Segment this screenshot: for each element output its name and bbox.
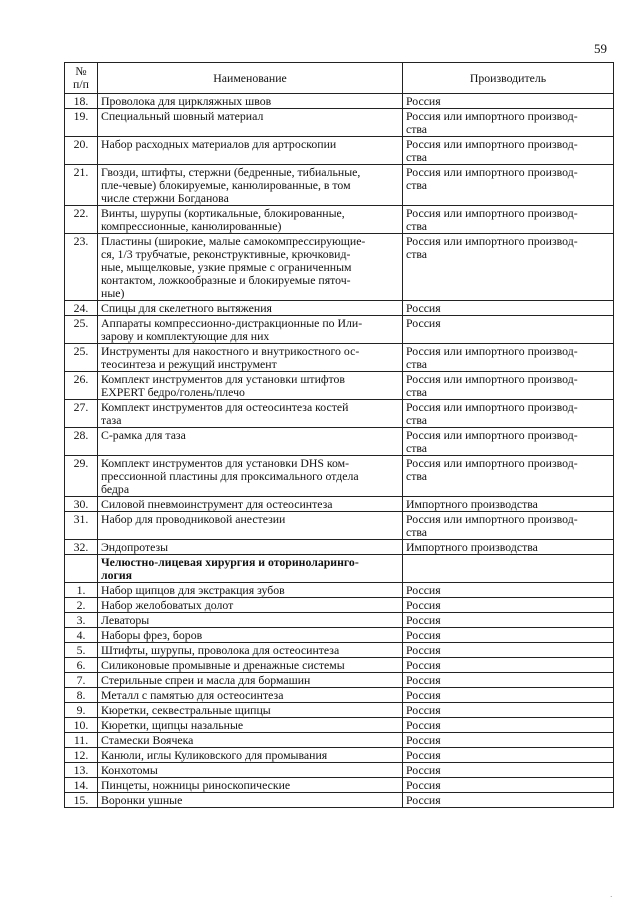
- table-row: [65, 456, 614, 497]
- table-row: [65, 583, 614, 598]
- table-row: [65, 316, 614, 344]
- cell-num: [65, 555, 98, 583]
- cell-producer: Россия или импортного производ- ства: [403, 165, 614, 206]
- cell-name: Пинцеты, ножницы риноскопические: [98, 778, 403, 793]
- cell-name: Воронки ушные: [98, 793, 403, 808]
- cell-name: Кюретки, секвестральные щипцы: [98, 703, 403, 718]
- table-row: [65, 234, 614, 301]
- cell-num: 18.: [65, 94, 98, 109]
- cell-num: 28.: [65, 428, 98, 456]
- header-name: Наименование: [98, 63, 403, 94]
- cell-num: 8.: [65, 688, 98, 703]
- cell-producer: Импортного производства: [403, 497, 614, 512]
- cell-num: 5.: [65, 643, 98, 658]
- cell-name: Комплект инструментов для установки штифтов EXPERT бедро/голень/плечо: [98, 372, 403, 400]
- cell-name: Пластины (широкие, малые самокомпрессирующие- ся, 1/3 трубчатые, реконструктивные, крючковид- ные, мыщелковые, узкие прямые с ограниченным контактом, ложкообразные и блокируемые пяточ- ные): [98, 234, 403, 301]
- cell-name: Специальный шовный материал: [98, 109, 403, 137]
- cell-name: Челюстно-лицевая хирургия и оториноларинго- логия: [98, 555, 403, 583]
- cell-num: 12.: [65, 748, 98, 763]
- table-row: [65, 344, 614, 372]
- cell-producer: Россия: [403, 301, 614, 316]
- table-row: [65, 540, 614, 555]
- cell-name: Инструменты для накостного и внутрикостного ос- теосинтеза и режущий инструмент: [98, 344, 403, 372]
- table-row: [65, 703, 614, 718]
- cell-num: 10.: [65, 718, 98, 733]
- cell-num: 23.: [65, 234, 98, 301]
- table-row: [65, 400, 614, 428]
- cell-producer: Россия: [403, 748, 614, 763]
- cell-num: 19.: [65, 109, 98, 137]
- cell-name: Винты, шурупы (кортикальные, блокированные, компрессионные, канюлированные): [98, 206, 403, 234]
- cell-name: Проволока для циркляжных швов: [98, 94, 403, 109]
- equipment-table: [64, 62, 614, 808]
- cell-producer: Россия или импортного производ- ства: [403, 400, 614, 428]
- cell-producer: Россия или импортного производ- ства: [403, 372, 614, 400]
- section-heading-row: [65, 555, 614, 583]
- table-row: [65, 793, 614, 808]
- table-row: [65, 733, 614, 748]
- cell-name: Спицы для скелетного вытяжения: [98, 301, 403, 316]
- cell-name: Конхотомы: [98, 763, 403, 778]
- cell-name: Комплект инструментов для остеосинтеза костей таза: [98, 400, 403, 428]
- table-row: [65, 748, 614, 763]
- table-row: [65, 718, 614, 733]
- cell-producer: Россия: [403, 583, 614, 598]
- cell-producer: Россия: [403, 673, 614, 688]
- table-row: [65, 428, 614, 456]
- table-row: [65, 109, 614, 137]
- table-row: [65, 613, 614, 628]
- cell-producer: Россия или импортного производ- ства: [403, 206, 614, 234]
- cell-producer: Россия: [403, 628, 614, 643]
- cell-num: 2.: [65, 598, 98, 613]
- cell-num: 9.: [65, 703, 98, 718]
- cell-producer: Россия: [403, 688, 614, 703]
- table-row: [65, 206, 614, 234]
- table-row: [65, 301, 614, 316]
- cell-producer: Россия: [403, 703, 614, 718]
- cell-num: 30.: [65, 497, 98, 512]
- table-row: [65, 778, 614, 793]
- table-row: [65, 165, 614, 206]
- cell-num: 13.: [65, 763, 98, 778]
- cell-name: Леваторы: [98, 613, 403, 628]
- table-header-row: [65, 63, 614, 94]
- cell-producer: Россия: [403, 613, 614, 628]
- table-row: [65, 643, 614, 658]
- table-row: [65, 598, 614, 613]
- cell-num: 14.: [65, 778, 98, 793]
- cell-producer: Россия или импортного производ- ства: [403, 109, 614, 137]
- header-producer: Производитель: [403, 63, 614, 94]
- header-num: № п/п: [65, 63, 98, 94]
- cell-num: 29.: [65, 456, 98, 497]
- table-row: [65, 137, 614, 165]
- cell-num: 27.: [65, 400, 98, 428]
- cell-name: Набор расходных материалов для артроскопии: [98, 137, 403, 165]
- cell-num: 3.: [65, 613, 98, 628]
- cell-num: 20.: [65, 137, 98, 165]
- table-row: [65, 512, 614, 540]
- table-row: [65, 763, 614, 778]
- cell-producer: Россия или импортного производ- ства: [403, 428, 614, 456]
- cell-name: Канюли, иглы Куликовского для промывания: [98, 748, 403, 763]
- cell-producer: Россия: [403, 763, 614, 778]
- cell-num: 7.: [65, 673, 98, 688]
- table-row: [65, 497, 614, 512]
- cell-producer: Россия: [403, 733, 614, 748]
- cell-producer: Импортного производства: [403, 540, 614, 555]
- cell-num: 11.: [65, 733, 98, 748]
- cell-producer: Россия или импортного производ- ства: [403, 344, 614, 372]
- cell-producer: [403, 555, 614, 583]
- cell-num: 4.: [65, 628, 98, 643]
- cell-name: Комплект инструментов для установки DHS ком- прессионной пластины для проксимального отдела бедра: [98, 456, 403, 497]
- cell-name: Набор желобоватых долот: [98, 598, 403, 613]
- cell-name: Силиконовые промывные и дренажные системы: [98, 658, 403, 673]
- cell-name: С-рамка для таза: [98, 428, 403, 456]
- cell-num: 24.: [65, 301, 98, 316]
- cell-num: 21.: [65, 165, 98, 206]
- cell-name: Гвозди, штифты, стержни (бедренные, тибиальные, пле-чевые) блокируемые, канюлированные, в том числе стержни Богданова: [98, 165, 403, 206]
- table-row: [65, 628, 614, 643]
- cell-name: Силовой пневмоинструмент для остеосинтеза: [98, 497, 403, 512]
- cell-name: Набор для проводниковой анестезии: [98, 512, 403, 540]
- cell-num: 31.: [65, 512, 98, 540]
- cell-producer: Россия или импортного производ- ства: [403, 137, 614, 165]
- cell-producer: Россия: [403, 598, 614, 613]
- cell-num: 1.: [65, 583, 98, 598]
- cell-name: Наборы фрез, боров: [98, 628, 403, 643]
- cell-name: Стерильные спреи и масла для бормашин: [98, 673, 403, 688]
- cell-num: 26.: [65, 372, 98, 400]
- cell-name: Набор щипцов для экстракция зубов: [98, 583, 403, 598]
- cell-name: Штифты, шурупы, проволока для остеосинтеза: [98, 643, 403, 658]
- cell-producer: Россия: [403, 778, 614, 793]
- table-row: [65, 673, 614, 688]
- cell-producer: Россия: [403, 793, 614, 808]
- cell-name: Кюретки, щипцы назальные: [98, 718, 403, 733]
- cell-name: Эндопротезы: [98, 540, 403, 555]
- table-row: [65, 372, 614, 400]
- cell-num: 6.: [65, 658, 98, 673]
- table-row: [65, 94, 614, 109]
- page-number: 59: [594, 41, 607, 56]
- cell-producer: Россия: [403, 316, 614, 344]
- cell-num: 32.: [65, 540, 98, 555]
- cell-producer: Россия или импортного производ- ства: [403, 234, 614, 301]
- cell-producer: Россия: [403, 643, 614, 658]
- cell-producer: Россия: [403, 94, 614, 109]
- cell-num: 15.: [65, 793, 98, 808]
- table-row: [65, 688, 614, 703]
- cell-producer: Россия или импортного производ- ства: [403, 456, 614, 497]
- scan-mark: ·: [610, 893, 613, 901]
- cell-num: 25.: [65, 344, 98, 372]
- cell-producer: Россия или импортного производ- ства: [403, 512, 614, 540]
- cell-name: Металл с памятью для остеосинтеза: [98, 688, 403, 703]
- table-body: [65, 94, 614, 808]
- cell-name: Аппараты компрессионно-дистракционные по Или- зарову и комплектующие для них: [98, 316, 403, 344]
- cell-num: 22.: [65, 206, 98, 234]
- cell-producer: Россия: [403, 658, 614, 673]
- cell-producer: Россия: [403, 718, 614, 733]
- cell-num: 25.: [65, 316, 98, 344]
- cell-name: Стамески Воячека: [98, 733, 403, 748]
- table-row: [65, 658, 614, 673]
